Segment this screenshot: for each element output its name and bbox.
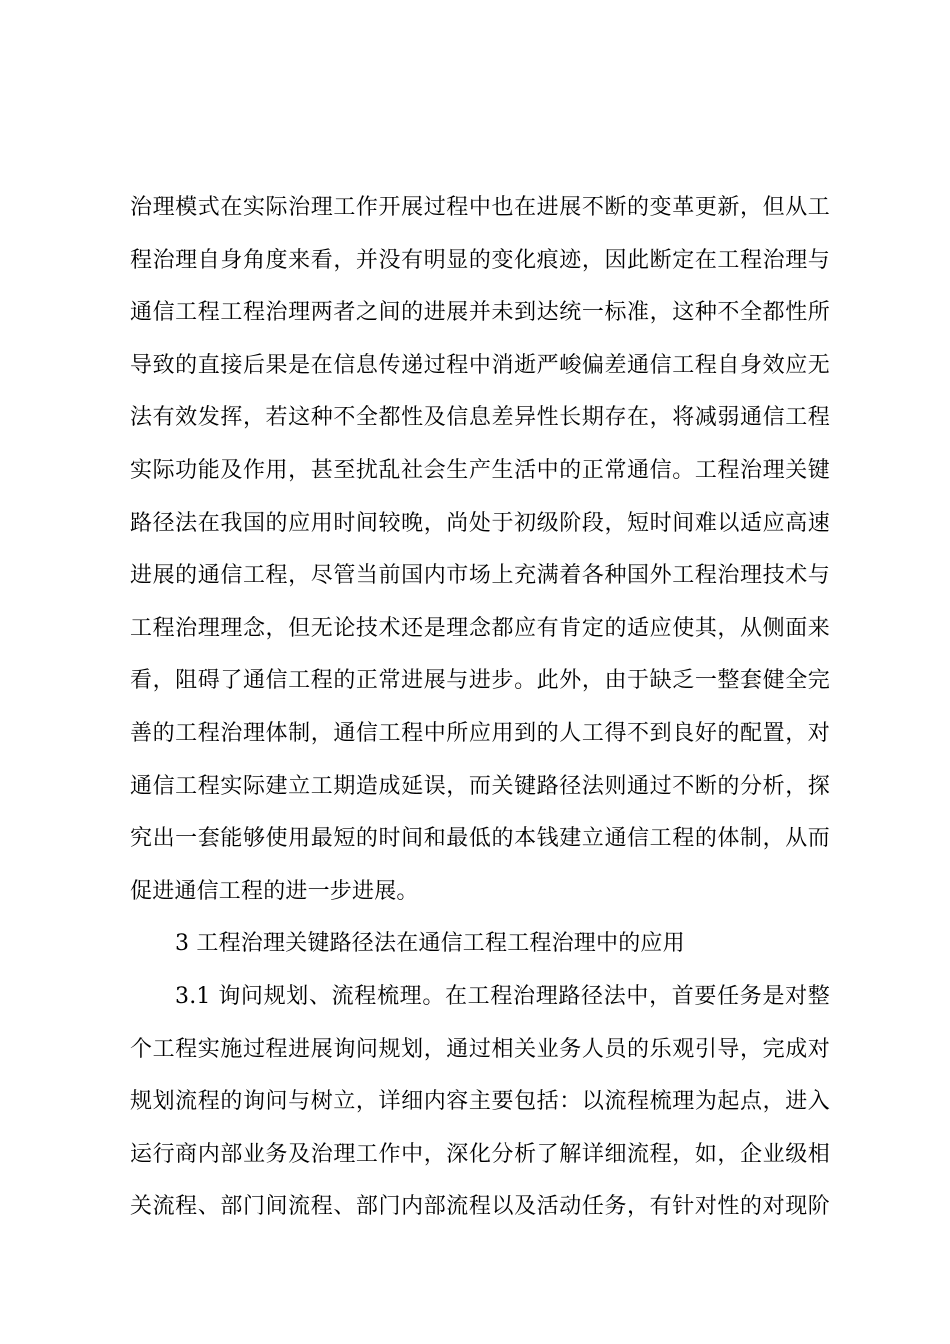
paragraph-line: 法有效发挥，若这种不全都性及信息差异性长期存在，将减弱通信工程 bbox=[130, 405, 830, 431]
subsection-line: 运行商内部业务及治理工作中，深化分析了解详细流程，如，企业级相 bbox=[130, 1141, 830, 1167]
paragraph-line: 治理模式在实际治理工作开展过程中也在进展不断的变革更新，但从工 bbox=[130, 195, 830, 220]
paragraph-line: 促进通信工程的进一步进展。 bbox=[130, 878, 419, 904]
paragraph-line: 善的工程治理体制，通信工程中所应用到的人工得不到良好的配置，对 bbox=[130, 720, 830, 746]
paragraph-line: 路径法在我国的应用时间较晚，尚处于初级阶段，短时间难以适应高速 bbox=[130, 510, 830, 536]
document-page bbox=[130, 190, 830, 1242]
paragraph-line: 究出一套能够使用最短的时间和最低的本钱建立通信工程的体制，从而 bbox=[130, 826, 830, 852]
paragraph-line: 进展的通信工程，尽管当前国内市场上充满着各种国外工程治理技术与 bbox=[130, 563, 830, 589]
paragraph-line: 工程治理理念，但无论技术还是理念都应有肯定的适应使其，从侧面来 bbox=[130, 615, 830, 641]
paragraph-line: 看，阻碍了通信工程的正常进展与进步。此外，由于缺乏一整套健全完 bbox=[130, 668, 830, 694]
subsection-line: 3.1 询问规划、流程梳理。在工程治理路径法中，首要任务是对整 bbox=[175, 983, 830, 1009]
subsection-line: 个工程实施过程进展询问规划，通过相关业务人员的乐观引导，完成对 bbox=[130, 1036, 830, 1062]
paragraph-line: 程治理自身角度来看，并没有明显的变化痕迹，因此断定在工程治理与 bbox=[130, 247, 830, 273]
paragraph-line: 通信工程实际建立工期造成延误，而关键路径法则通过不断的分析，探 bbox=[130, 773, 830, 799]
subsection-line: 规划流程的询问与树立，详细内容主要包括：以流程梳理为起点，进入 bbox=[130, 1089, 830, 1115]
section-heading: 3 工程治理关键路径法在通信工程工程治理中的应用 bbox=[175, 931, 685, 957]
paragraph-line: 实际功能及作用，甚至扰乱社会生产生活中的正常通信。工程治理关键 bbox=[130, 457, 830, 483]
paragraph-line: 通信工程工程治理两者之间的进展并未到达统一标准，这种不全都性所 bbox=[130, 300, 830, 326]
paragraph-line: 导致的直接后果是在信息传递过程中消逝严峻偏差通信工程自身效应无 bbox=[130, 352, 830, 378]
subsection-line: 关流程、部门间流程、部门内部流程以及活动任务，有针对性的对现阶 bbox=[130, 1194, 830, 1220]
